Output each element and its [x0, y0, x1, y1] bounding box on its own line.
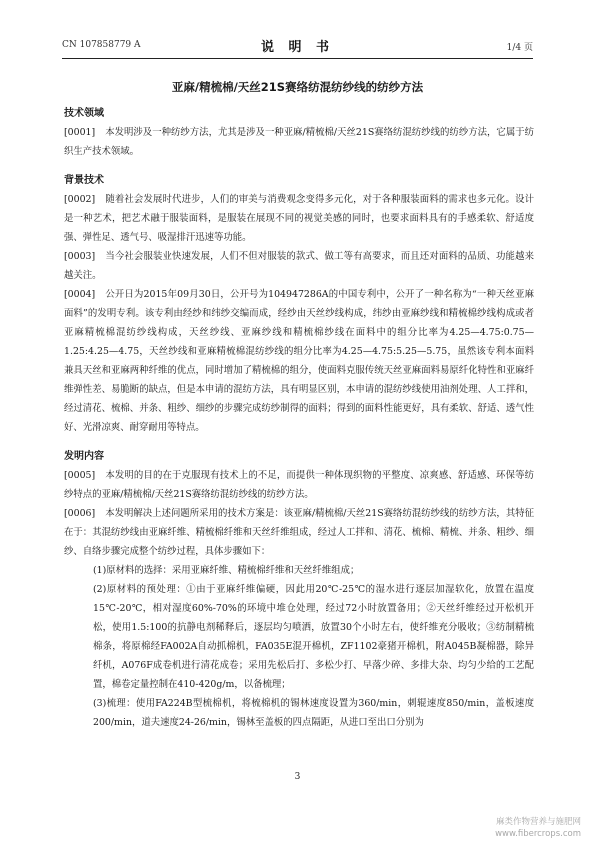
paragraph-text: 当今社会服装业快速发展，人们不但对服装的款式、做工等有高要求，而且还对面料的品质、功能越来越关注。: [64, 251, 534, 281]
watermark-line-1: 麻类作物营养与施肥网: [495, 817, 581, 827]
step-3: (3)梳理：使用FA224B型梳棉机，将梳棉机的锡林速度设置为360/min，刺辊速度850/min，盖板速度200/min，道夫速度24-26/min，锡林至盖板的四点隔距，从进口至出口分别为: [93, 698, 534, 728]
paragraph-text: 本发明解决上述问题所采用的技术方案是：该亚麻/精梳棉/天丝21S赛络纺混纺纱线的纺纱方法，其特征在于：其混纺纱线由亚麻纤维、精梳棉纤维和天丝纤维组成，经过人工拌和、清花、梳棉、精梳、并条、粗纱、细纱、自络步骤完成整个纺纱过程，具体步骤如下：: [64, 508, 534, 557]
site-watermark: [495, 816, 581, 840]
patent-title: 亚麻/精梳棉/天丝21S赛络纺混纺纱线的纺纱方法: [171, 80, 424, 94]
paragraph-0006: [64, 504, 534, 561]
paragraph-0004: [64, 285, 534, 437]
step-2: (2)原材料的预处理：①由于亚麻纤维偏硬，因此用20℃-25℃的湿水进行逐层加湿软化，放置在温度15℃-20℃，相对湿度60%-70%的环境中堆仓处理，经过72小时放置备用；②天丝纤维经过开松机开松，使用1.5:100的抗静电剂稀释后，逐层均匀喷洒，放置30个小时左右，使纤维充分吸收；③纺制精梳棉条，将原棉经FA002A自动抓棉机，FA035E混开棉机，ZF1102豪猪开棉机，附A045B凝棉器，除异纤机，A076F成卷机进行清花成卷；采用先松后打、多松少打、早落少碎、多排大杂、均匀少给的工艺配置，棉卷定量控制在410-420g/m，以备梳理；: [93, 584, 534, 690]
paragraph-0003: [64, 247, 534, 285]
publication-number: CN 107858779 A: [62, 40, 141, 50]
section-heading-background: 背景技术: [64, 175, 104, 186]
paragraph-tag: [0004]: [64, 289, 96, 300]
paragraph-tag: [0003]: [64, 251, 96, 262]
page-info: 1/4 页: [506, 43, 533, 53]
paragraph-0002: [64, 190, 534, 247]
header-divider: [62, 58, 533, 59]
document-type-title: 说 明 书: [260, 40, 335, 55]
section-heading-invention: 发明内容: [64, 451, 104, 462]
paragraph-text: 随着社会发展时代进步，人们的审美与消费观念变得多元化，对于各种服装面料的需求也多元化。设计是一种艺术，把艺术融于服装面料，是服装在展现不同的视觉美感的同时，也要求面料具有的手感柔软、舒适度强、弹性足、透气号、吸湿排汗迅速等功能。: [64, 194, 534, 243]
document-body: [64, 104, 534, 732]
paragraph-tag: [0005]: [64, 470, 96, 481]
paragraph-tag: [0002]: [64, 194, 96, 205]
paragraph-0001: [64, 123, 534, 161]
watermark-line-2: www.fibercrops.com: [495, 829, 581, 839]
step-1: (1)原材料的选择：采用亚麻纤维、精梳棉纤维和天丝纤维组成；: [93, 565, 360, 576]
section-heading-tech-field: 技术领域: [64, 108, 104, 119]
paragraph-text: 本发明的目的在于克服现有技术上的不足，而提供一种体现织物的平整度、凉爽感、舒适感、环保等纺纱特点的亚麻/精梳棉/天丝21S赛络纺混纺纱线的纺纱方法。: [64, 470, 534, 500]
page-header: [62, 38, 533, 54]
paragraph-text: 公开日为2015年09月30日，公开号为104947286A的中国专利中，公开了一种名称为“一种天丝亚麻面料”的发明专利。该专利由经纱和纬纱交编而成，经纱由天丝纱线构成，纬纱由亚麻纱线和精梳棉纱线构成或者亚麻精梳棉混纺纱线构成，天丝纱线、亚麻纱线和精梳棉纱线在面料中的组分比率为4.25—4.75:0.75—1.25:4.25—4.75，天丝纱线和亚麻精梳棉混纺纱线的组分比率为4.25—4.75:5.25—5.75，虽然该专利本面料兼具天丝和亚麻两种纤维的优点，同时增加了精梳棉的组分，使面料克服传统天丝亚麻面料易原纤化特性和亚麻纤维弹性差、易脆断的缺点，但是本申请的混纺方法，具有明显区别，本申请的混纺纱线使用油剂处理、人工拌和，经过清花、梳棉、并条、粗纱、细纱的步骤完成纺纱制得的面料；得到的面料性能更好，具有柔软、舒适、透气性好、光滑凉爽、耐穿耐用等特点。: [64, 289, 534, 433]
paragraph-text: 本发明涉及一种纺纱方法，尤其是涉及一种亚麻/精梳棉/天丝21S赛络纺混纺纱线的纺纱方法，它属于纺织生产技术领域。: [64, 127, 534, 157]
page-number: 3: [294, 772, 301, 782]
paragraph-tag: [0006]: [64, 508, 96, 519]
paragraph-tag: [0001]: [64, 127, 96, 138]
paragraph-0005: [64, 466, 534, 504]
